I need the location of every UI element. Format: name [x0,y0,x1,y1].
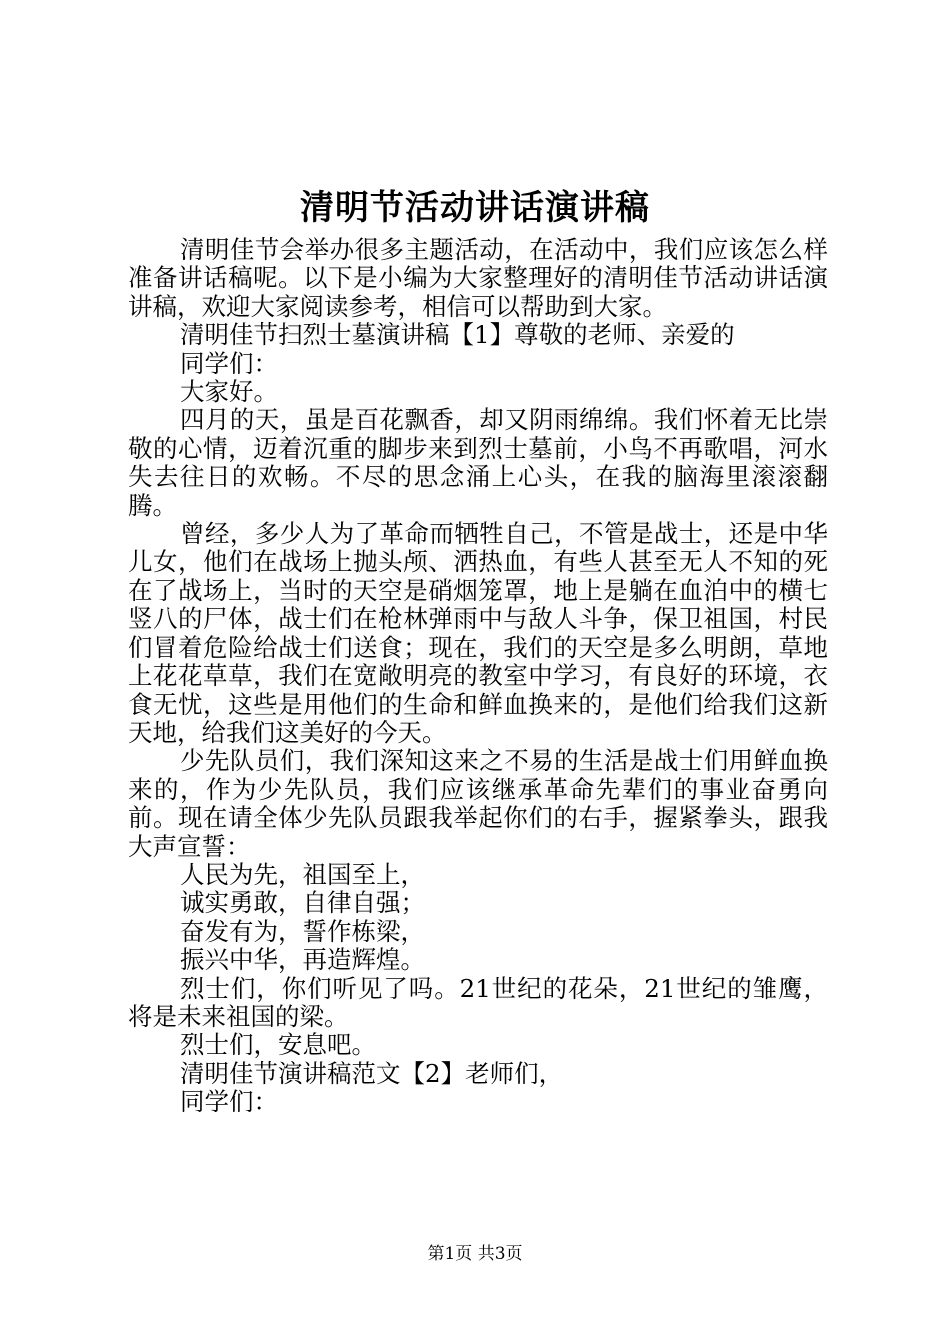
page-footer: 第1页 共3页 [427,1244,523,1264]
paragraph-april: 四月的天，虽是百花飘香，却又阴雨绵绵。我们怀着无比崇敬的心情，迈着沉重的脚步来到烈士墓前，小鸟不再歌唱，河水失去往日的欢畅。不尽的思念涌上心头，在我的脑海里滚滚翻腾。 [128,405,828,520]
paragraph-rest: 烈士们，安息吧。 [180,1030,376,1060]
paragraph-salutation-2: 同学们： [180,1087,278,1117]
oath-line: 奋发有为，誓作栋梁， [180,916,425,946]
paragraph-speech-1-heading: 清明佳节扫烈士墓演讲稿【1】尊敬的老师、亲爱的 [180,320,735,350]
paragraph-pioneers: 少先队员们，我们深知这来之不易的生活是战士们用鲜血换来的，作为少先队员，我们应该继承革命先辈们的事业奋勇向前。现在请全体少先队员跟我举起你们的右手，握紧拳头，跟我大声宣誓： [128,746,828,861]
paragraph-intro: 清明佳节会举办很多主题活动，在活动中，我们应该怎么样准备讲话稿呢。以下是小编为大家整理好的清明佳节活动讲话演讲稿，欢迎大家阅读参考，相信可以帮助到大家。 [128,235,828,321]
oath-line: 人民为先，祖国至上， [180,859,425,889]
paragraph-speech-2-heading: 清明佳节演讲稿范文【2】老师们， [180,1058,564,1088]
paragraph-martyrs: 烈士们，你们听见了吗。21世纪的花朵，21世纪的雏鹰，将是未来祖国的梁。 [128,973,828,1031]
paragraph-salutation: 同学们： [180,348,278,378]
oath-line: 振兴中华，再造辉煌。 [180,945,425,975]
oath-line: 诚实勇敢，自律自强； [180,888,425,918]
document-title: 清明节活动讲话演讲稿 [300,188,650,228]
paragraph-sacrifice: 曾经，多少人为了革命而牺牲自己，不管是战士，还是中华儿女，他们在战场上抛头颅、洒热血，有些人甚至无人不知的死在了战场上，当时的天空是硝烟笼罩，地上是躺在血泊中的横七竖八的尸体，战士们在枪林弹雨中与敌人斗争，保卫祖国，村民们冒着危险给战士们送食；现在，我们的天空是多么明朗，草地上花花草草，我们在宽敞明亮的教室中学习，有良好的环境，衣食无忧，这些是用他们的生命和鲜血换来的，是他们给我们这新天地，给我们这美好的今天。 [128,519,828,747]
document-body [128,236,828,1117]
paragraph-greeting: 大家好。 [180,377,278,407]
